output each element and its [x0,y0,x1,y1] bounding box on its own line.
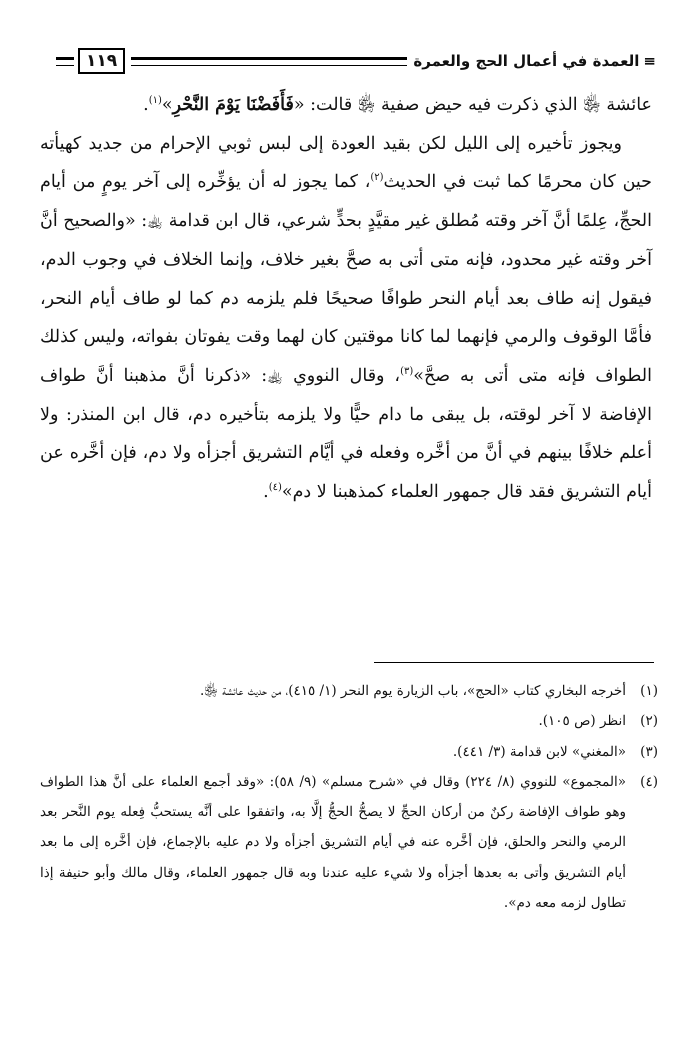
footnote-number: (١) [640,683,658,699]
footnote-text: «المغني» لابن قدامة (٣/ ٤٤١). [452,743,626,760]
footnote-text: انظر (ص ١٠٥). [538,713,626,730]
footnote [40,706,658,736]
paragraph-2-end: . [263,482,269,503]
footnote-number: (٢) [640,713,658,730]
footnote [40,767,658,918]
quote-close: » [161,95,173,115]
main-text [40,86,652,512]
paragraph-2-text-c: ، وقال النووي ﵀: «ذكرنا أنَّ مذهبنا أنَّ طواف الإفاضة لا آخر لوقته، بل يبقى ما دام حيًّا ولا يلزمه بتأخيره دم، قال ابن المنذر: ولا أعلم خلافًا بينهم في أنَّ من أخَّره وفعله في أيَّام التشريق أجزأه ولا دم، فإن أخَّره عن أيام التشريق فقد قال جمهور العلماء كمذهبنا لا دم» [40,365,652,503]
ornament-icon: ≡ [643,52,656,70]
paragraph-2 [40,125,652,512]
footnote-number: (٣) [640,743,658,760]
footnote-text: أخرجه البخاري كتاب «الحج»، باب الزيارة يوم النحر (١/ ٤١٥)، من حديث عائشة ﵂. [199,683,626,699]
paragraph-2-text-a: ويجوز تأخيره إلى الليل لكن بقيد العودة إلى لبس ثوبي الإحرام من جديد كهيأته حين كان محرمًا كما ثبت في الحديث [40,133,652,193]
hadith-quote: فَأَفَضْنَا يَوْمَ النَّحْرِ [172,95,294,115]
running-header [56,44,656,78]
footnote-ref-4[interactable]: (٤) [268,482,282,494]
header-rule [131,57,407,66]
footnote-text: «المجموع» للنووي (٨/ ٢٢٤) وقال في «شرح مسلم» (٩/ ٥٨): «وقد أجمع العلماء على أنَّ هذا الطواف وهو طواف الإفاضة ركنٌ من أركان الحجِّ لا يصحُّ الحجُّ إلَّا به، واتفقوا على أنَّه يستحبُّ فِعله يوم النَّحر بعد الرمي والنحر والحلق، فإن أخَّره عنه في أيام التشريق أجزأه ولا دم عليه بالإجماع، فإن أخَّره إلى ما بعد أيام التشريق وأتى به بعدها أجزأه ولا شيء عليه عندنا وبه قال جمهور العلماء، وقال مالك وأبو حنيفة إذا تطاول لزمه معه دم». [40,773,626,912]
header-rule-end [56,57,74,66]
footnote-separator [374,662,654,663]
footnote-number: (٤) [640,773,658,790]
paragraph-1 [40,86,652,125]
footnote [40,676,658,706]
footnotes [40,676,658,918]
header-title: العمدة في أعمال الحج والعمرة [413,52,640,70]
paragraph-1-text: عائشة ﵂ الذي ذكرت فيه حيض صفية ﵂ قالت: « [293,95,652,115]
paragraph-2-text-b: ، كما يجوز له أن يؤخِّره إلى آخر يومٍ من أيام الحجِّ، عِلمًا أنَّ آخر وقته مُطلق غير مقيَّدٍ بحدٍّ شرعي، قال ابن قدامة ﵀: «والصحيح أنَّ آخر وقته غير محدود، فإنه متى أتى به صحَّ بغير خلاف، وإنما الخلاف في وجوب الدم، فيقول إنه طاف بعد أيام النحر طوافًا صحيحًا فلم يلزمه دم كما لو طاف أيام النحر، فأمَّا الوقوف والرمي فإنهما لما كانا موقتين كان لهما وقت يفوتان بفواته، وليس كذلك الطواف فإنه متى أتى به صحَّ» [40,172,652,386]
page-number: ١١٩ [78,48,125,74]
footnote [40,737,658,767]
footnote-ref-1[interactable]: (١) [148,95,162,107]
footnote-ref-3[interactable]: (٣) [400,366,414,378]
footnote-ref-2[interactable]: (٢) [370,172,384,184]
paragraph-1-end: . [143,95,149,115]
